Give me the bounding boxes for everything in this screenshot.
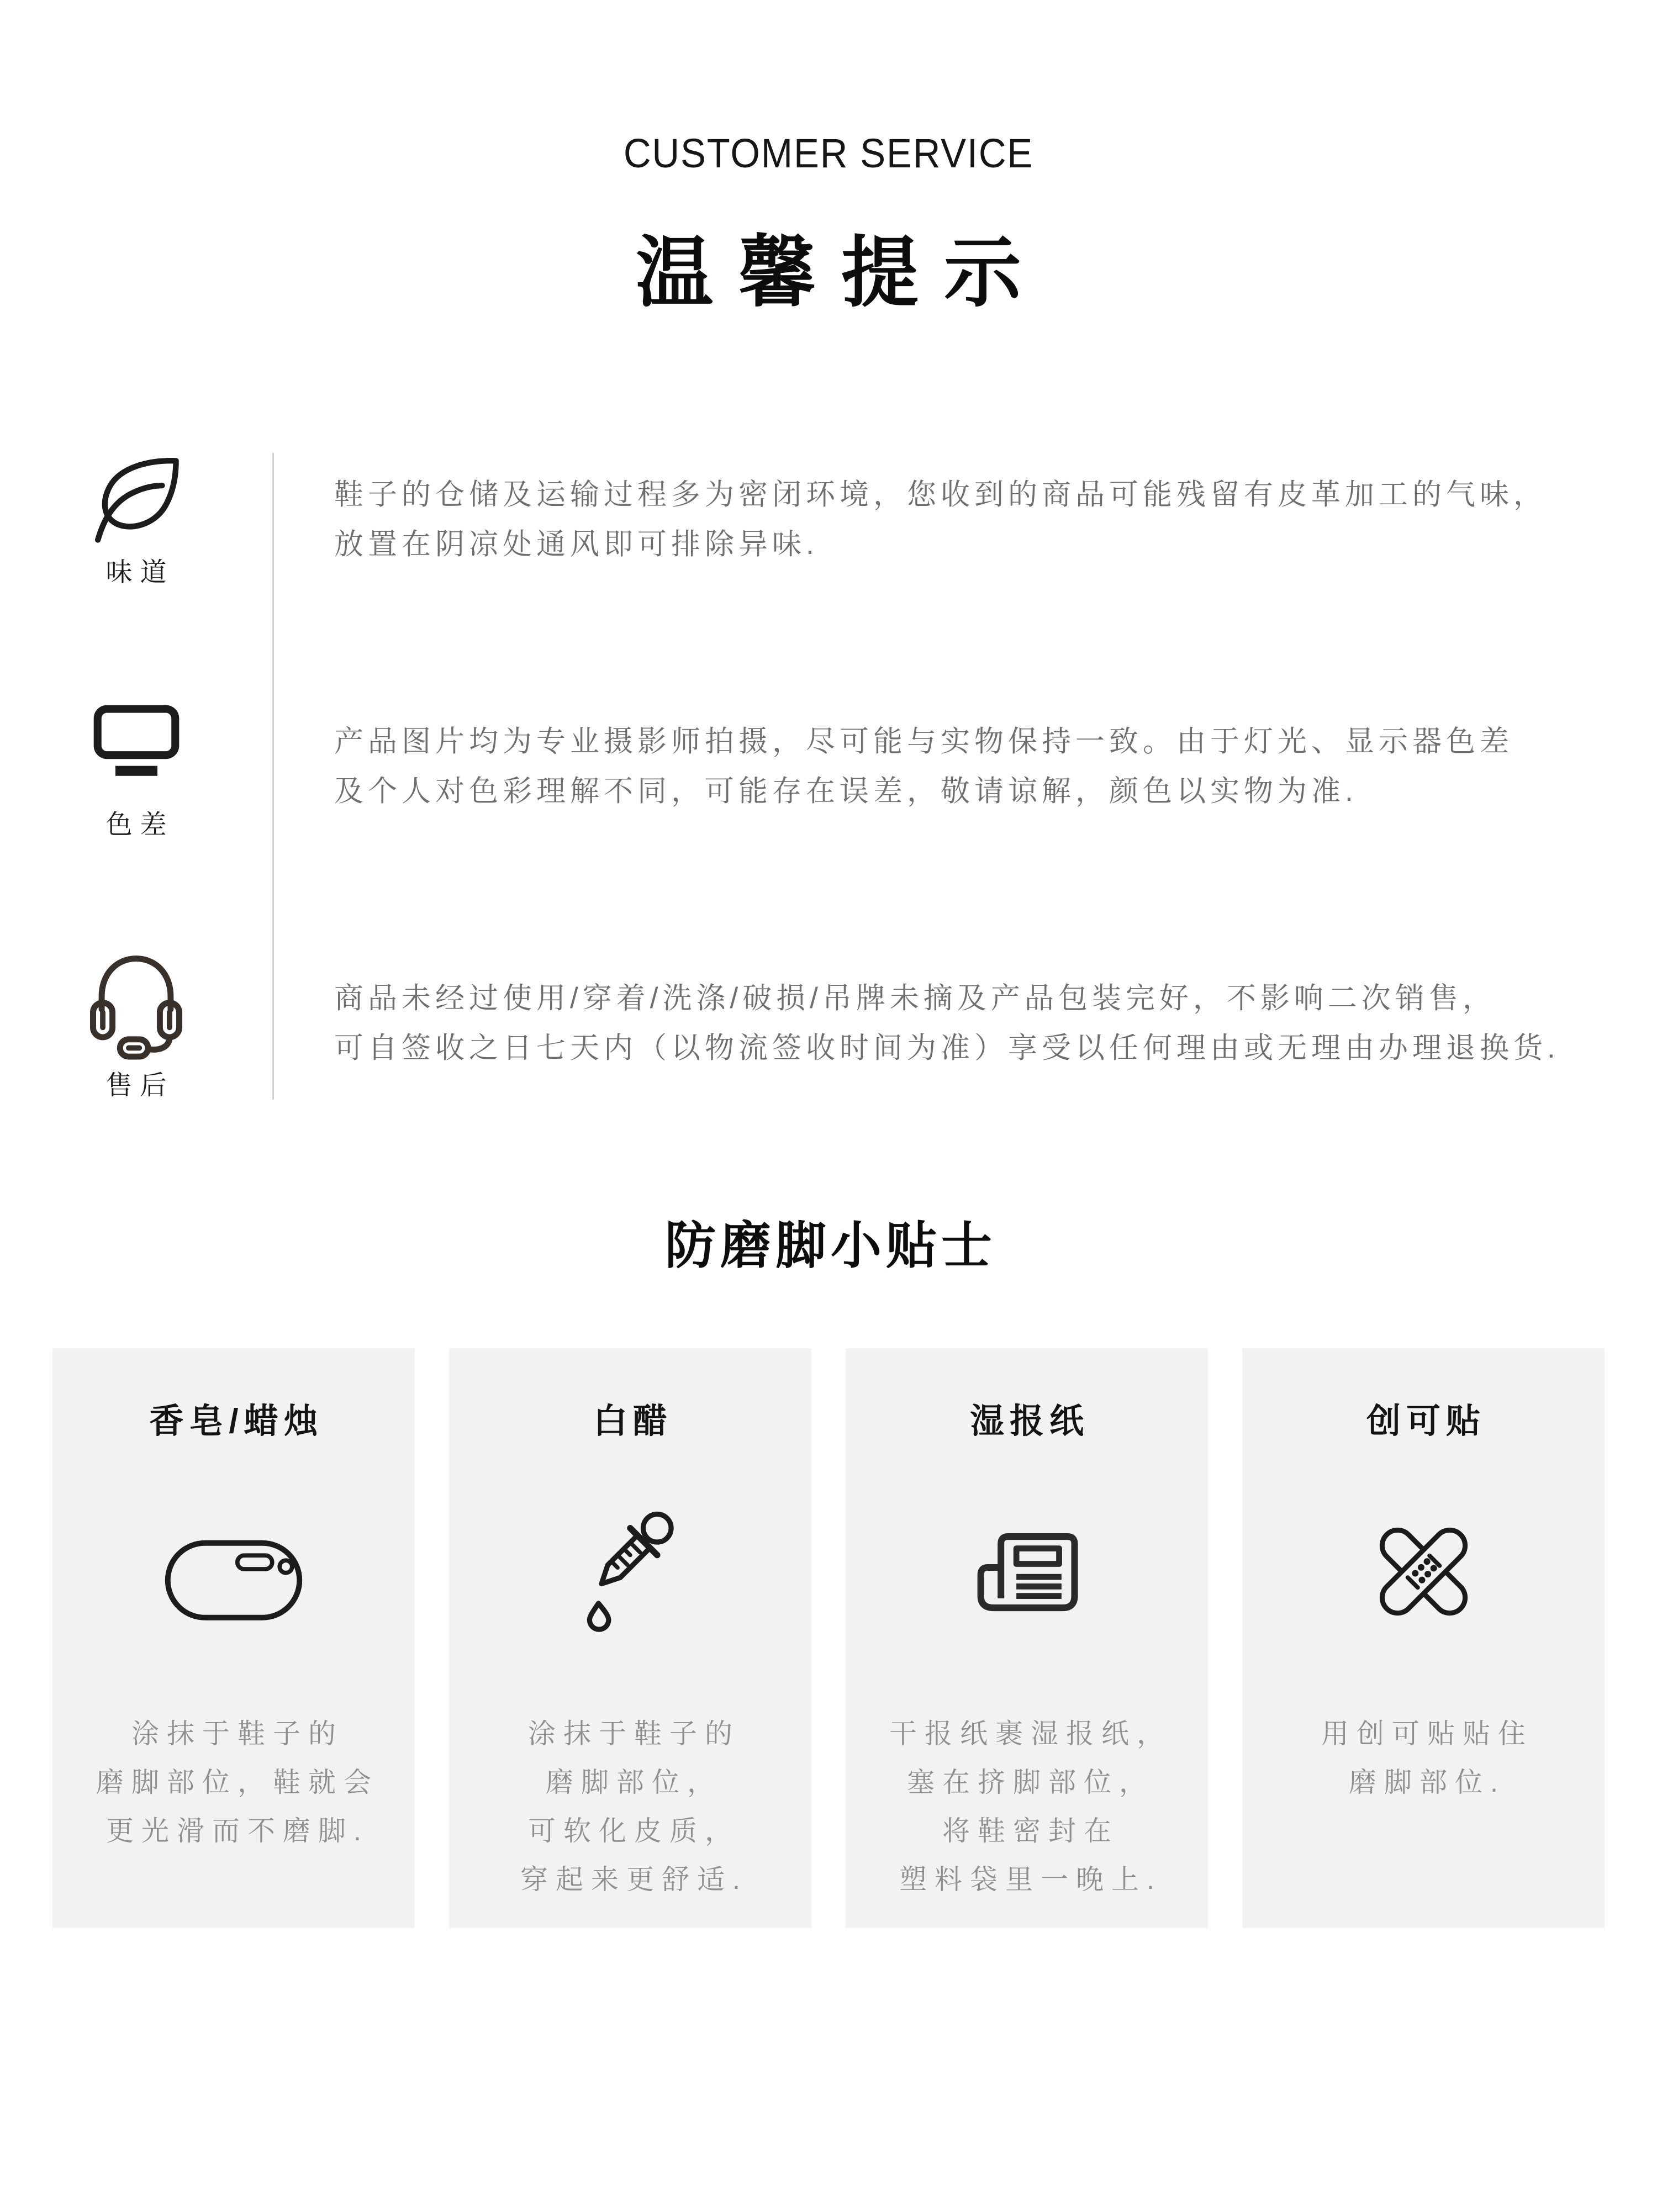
card-wet-newspaper	[846, 1348, 1208, 1928]
tip-row-smell	[0, 453, 1657, 587]
card-white-vinegar	[449, 1348, 811, 1928]
page-title: 温馨提示	[635, 229, 1047, 316]
card-title: 白醋	[593, 1402, 673, 1440]
card-desc: 干报纸裹湿报纸， 塞在挤脚部位， 将鞋密封在 塑料袋里一晚上.	[889, 1718, 1172, 1895]
headset-icon	[82, 947, 190, 1060]
leaf-icon	[84, 453, 189, 547]
tip-label-smell: 味道	[105, 558, 175, 587]
tip-label-after-sale: 售后	[105, 1071, 175, 1100]
anti-rub-cards	[52, 1348, 1605, 1928]
anti-rub-section-title: 防磨脚小贴士	[664, 1218, 996, 1274]
tip-row-color-difference	[0, 694, 1657, 839]
newspaper-icon	[968, 1515, 1086, 1628]
tip-label-color-difference: 色差	[105, 810, 175, 840]
card-title: 创可贴	[1366, 1402, 1486, 1440]
card-desc: 用创可贴贴住 磨脚部位.	[1321, 1718, 1533, 1798]
card-band-aid	[1242, 1348, 1605, 1928]
card-desc: 涂抹于鞋子的 磨脚部位， 可软化皮质， 穿起来更舒适.	[520, 1718, 748, 1895]
tip-text-line: 产品图片均为专业摄影师拍摄，尽可能与实物保持一致。由于灯光、显示器色差	[334, 725, 1513, 758]
tip-text-line: 放置在阴凉处通风即可排除异味.	[334, 528, 819, 561]
tip-text-line: 及个人对色彩理解不同，可能存在误差，敬请谅解，颜色以实物为准.	[334, 775, 1358, 807]
customer-service-eyebrow: CUSTOMER SERVICE	[623, 130, 1034, 176]
soap-icon	[159, 1509, 308, 1634]
tip-text-line: 鞋子的仓储及运输过程多为密闭环境，您收到的商品可能残留有皮革加工的气味，	[334, 478, 1547, 511]
dropper-icon	[567, 1501, 694, 1642]
tips-section	[0, 453, 1657, 1100]
tip-text-line: 可自签收之日七天内（以物流签收时间为准）享受以任何理由或无理由办理退换货.	[334, 1031, 1560, 1064]
tip-row-after-sale	[0, 947, 1657, 1100]
card-soap-candle	[52, 1348, 415, 1928]
tip-text-line: 商品未经过使用/穿着/洗涤/破损/吊牌未摘及产品包装完好，不影响二次销售，	[334, 981, 1496, 1015]
bandaid-icon	[1364, 1512, 1483, 1631]
vertical-divider	[272, 453, 274, 1100]
card-desc: 涂抹于鞋子的 磨脚部位，鞋就会 更光滑而不磨脚.	[96, 1718, 379, 1846]
card-title: 湿报纸	[969, 1402, 1089, 1440]
customer-service-page	[0, 131, 1657, 2212]
monitor-icon	[84, 694, 189, 799]
card-title: 香皂/蜡烛	[149, 1402, 324, 1440]
